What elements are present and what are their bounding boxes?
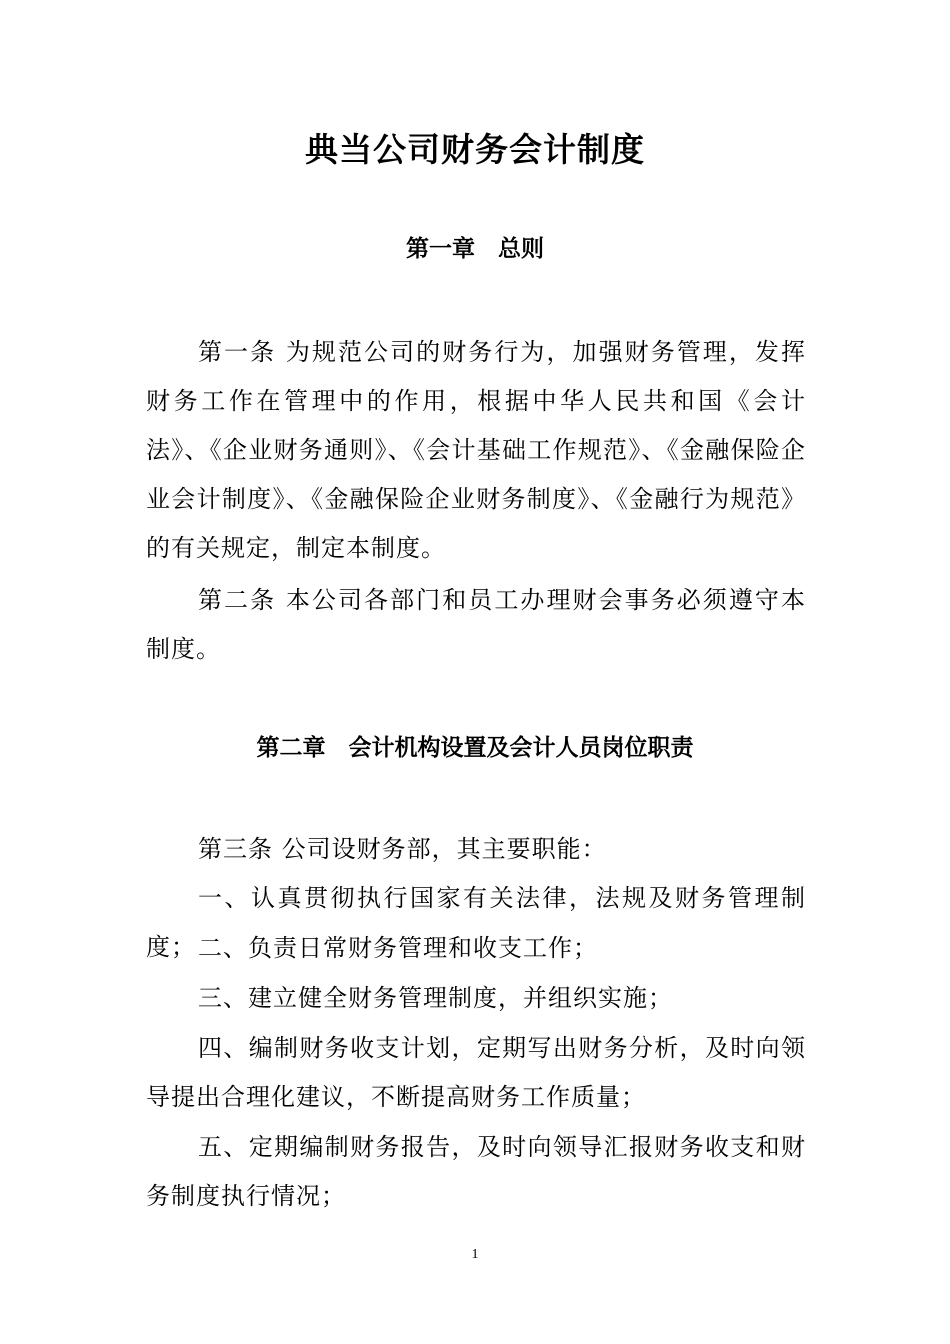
list-item-2: 二、负责日常财务管理和收支工作； — [198, 934, 598, 962]
list-item-3: 三、建立健全财务管理制度，并组织实施； — [198, 984, 673, 1012]
document-title: 典当公司财务会计制度 — [305, 130, 645, 169]
article-2-paragraph: 第二条 本公司各部门和员工办理财会事务必须遵守本制度。 — [146, 586, 806, 663]
list-item-1: 一、认真贯彻执行国家有关法律，法规及财务管理制度； — [146, 884, 806, 961]
article-3-paragraph: 第三条 公司设财务部，其主要职能： — [198, 835, 607, 863]
list-item-5: 五、定期编制财务报告，及时向领导汇报财务收支和财务制度执行情况； — [146, 1133, 806, 1210]
list-item-4: 四、编制财务收支计划，定期写出财务分析，及时向领导提出合理化建议，不断提高财务工作质量； — [146, 1034, 806, 1111]
chapter-2-heading: 第二章 会计机构设置及会计人员岗位职责 — [256, 735, 694, 761]
page-number: 1 — [471, 1247, 479, 1262]
article-1-paragraph: 第一条 为规范公司的财务行为，加强财务管理，发挥财务工作在管理中的作用，根据中华人民共和国《会计法》、《企业财务通则》、《会计基础工作规范》、《金融保险企业会计制度》、《金融保险企业财务制度》、《金融行为规范》的有关规定，制定本制度。 — [146, 338, 806, 562]
chapter-1-heading: 第一章 总则 — [406, 236, 544, 262]
